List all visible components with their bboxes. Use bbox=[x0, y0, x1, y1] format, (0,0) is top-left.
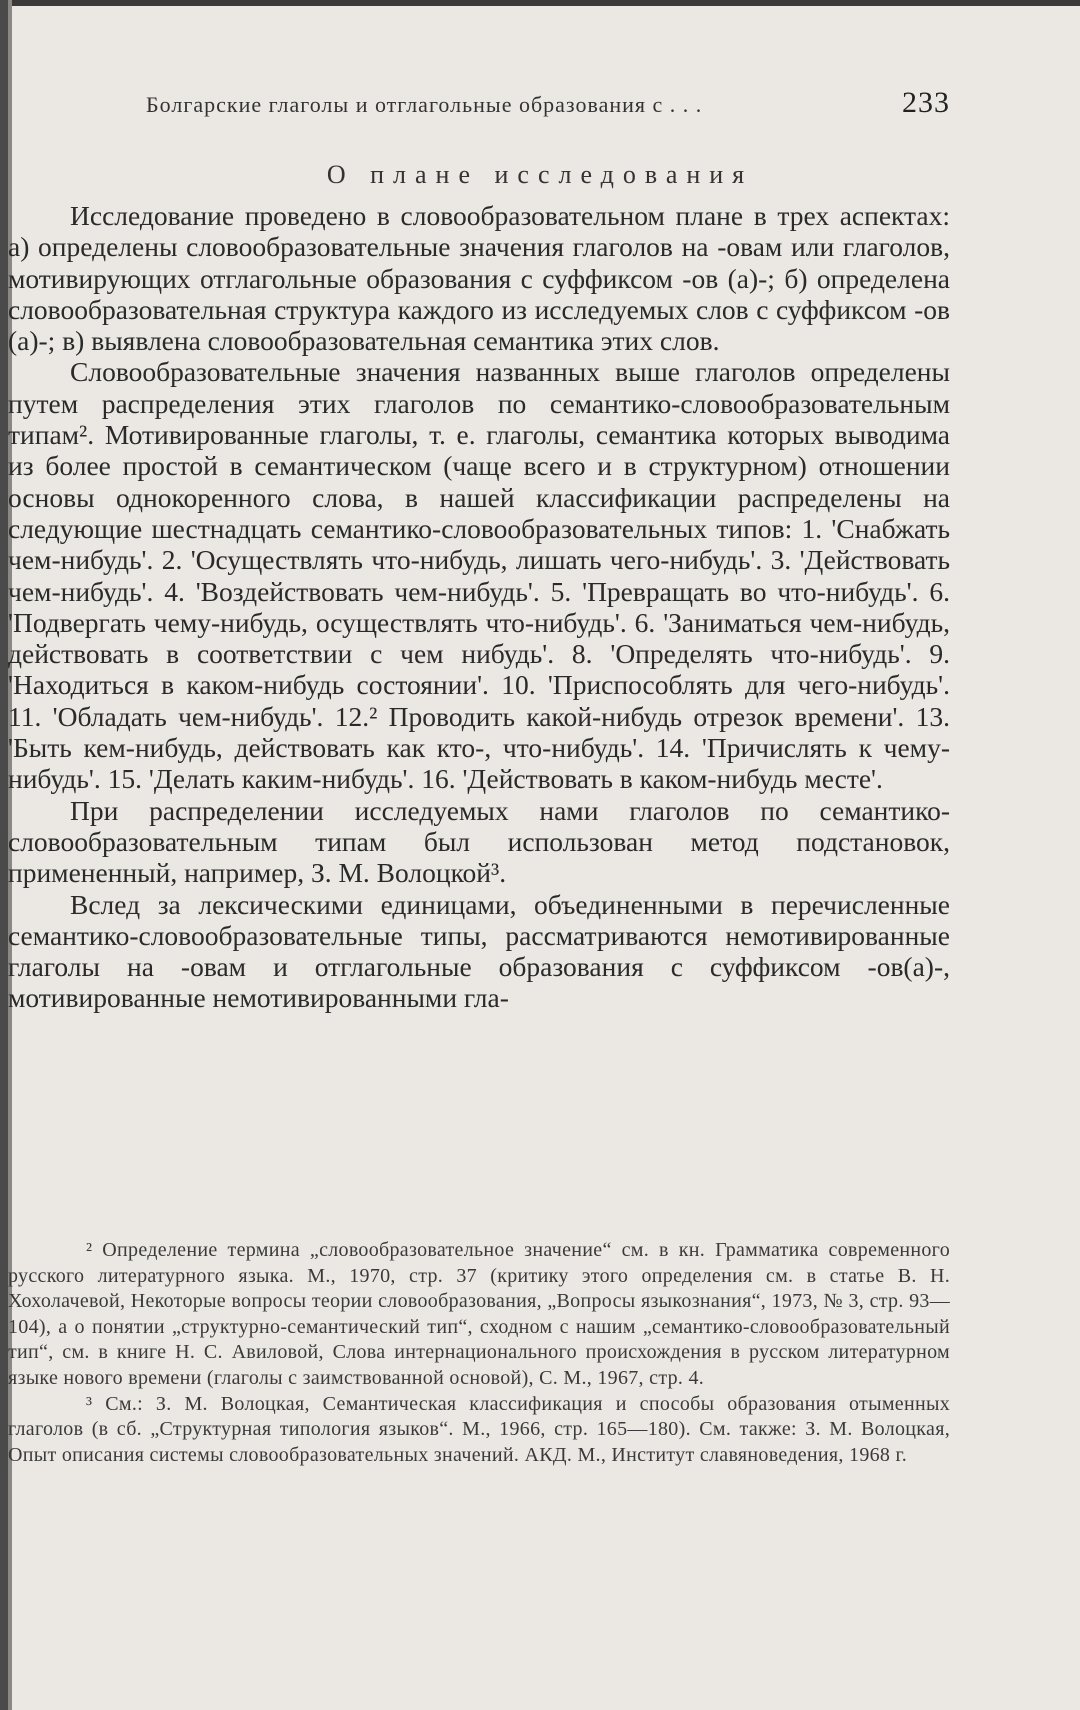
page-number: 233 bbox=[902, 86, 950, 119]
binding-spine bbox=[0, 0, 8, 1710]
running-title: Болгарские глаголы и отглагольные образования с . . . bbox=[146, 92, 703, 117]
page-top-edge bbox=[0, 0, 1080, 6]
section-title: О плане исследования bbox=[326, 160, 754, 189]
paragraph-4: Вслед за лексическими единицами, объединенными в перечисленные семантико-словообразовательные типы, рассматриваются немотивированные глаголы на -овам и отглагольные образования с суффиксом -ов(а)-, мотивированные немотивированными гла- bbox=[8, 888, 950, 1014]
footnote-2: ² Определение термина „словообразовательное значение“ см. в кн. Грамматика современного русского литературного языка. М., 1970, стр. 37 (критику этого определения см. в статье В. Н. Хохолачевой, Некоторые вопросы теории словообразования, „Вопросы языкознания“, 1973, № 3, стр. 93—104), а о понятии „структурно-семантический тип“, сходном с нашим „семантико-словообразовательный тип“, см. в книге Н. С. Авиловой, Слова интернационального происхождения в русском литературном языке нового времени (глаголы с заимствованной основой), С. М., 1967, стр. 4. bbox=[8, 1239, 950, 1389]
footnotes bbox=[8, 1238, 950, 1468]
paragraph-2: Словообразовательные значения названных выше глаголов определены путем распределения этих глаголов по семантико-словообразовательным типам². Мотивированные глаголы, т. е. глаголы, семантика которых выводима из более простой в семантическом (чаще всего и в структурном) отношении основы однокоренного слова, в нашей классификации распределены на следующие шестнадцать семантико-словообразовательных типов: 1. 'Снабжать чем-нибудь'. 2. 'Осуществлять что-нибудь, лишать чего-нибудь'. 3. 'Действовать чем-нибудь'. 4. 'Воздействовать чем-нибудь'. 5. 'Превращать во что-нибудь'. 6. 'Подвергать чему-нибудь, осуществлять что-нибудь'. 6. 'Заниматься чем-нибудь, действовать в соответствии с чем нибудь'. 8. 'Определять что-нибудь'. 9. 'Находиться в каком-нибудь состоянии'. 10. 'Приспособлять для чего-нибудь'. 11. 'Обладать чем-нибудь'. 12.² Проводить какой-нибудь отрезок времени'. 13. 'Быть кем-нибудь, действовать как кто-, что-нибудь'. 14. 'Причислять к чему-нибудь'. 15. 'Делать каким-нибудь'. 16. 'Действовать в каком-нибудь месте'. bbox=[8, 356, 950, 795]
paragraph-3: При распределении исследуемых нами глаголов по семантико-словообразовательным типам был использован метод подстановок, примененный, например, З. М. Волоцкой³. bbox=[8, 794, 950, 889]
running-header bbox=[140, 86, 950, 126]
body-text bbox=[8, 200, 950, 1014]
footnote-3: ³ См.: З. М. Волоцкая, Семантическая классификация и способы образования отыменных глаголов (в сб. „Структурная типология языков“. М., 1966, стр. 165—180). См. также: З. М. Волоцкая, Опыт описания системы словообразовательных значений. АКД. М., Институт славяноведения, 1968 г. bbox=[8, 1392, 950, 1466]
paragraph-1: Исследование проведено в словообразовательном плане в трех аспектах: а) определены словообразовательные значения глаголов на -овам или глаголов, мотивирующих отглагольные образования с суффиксом -ов (а)-; б) определена словообразовательная структура каждого из исследуемых слов с суффиксом -ов (а)-; в) выявлена словообразовательная семантика этих слов. bbox=[8, 200, 950, 357]
